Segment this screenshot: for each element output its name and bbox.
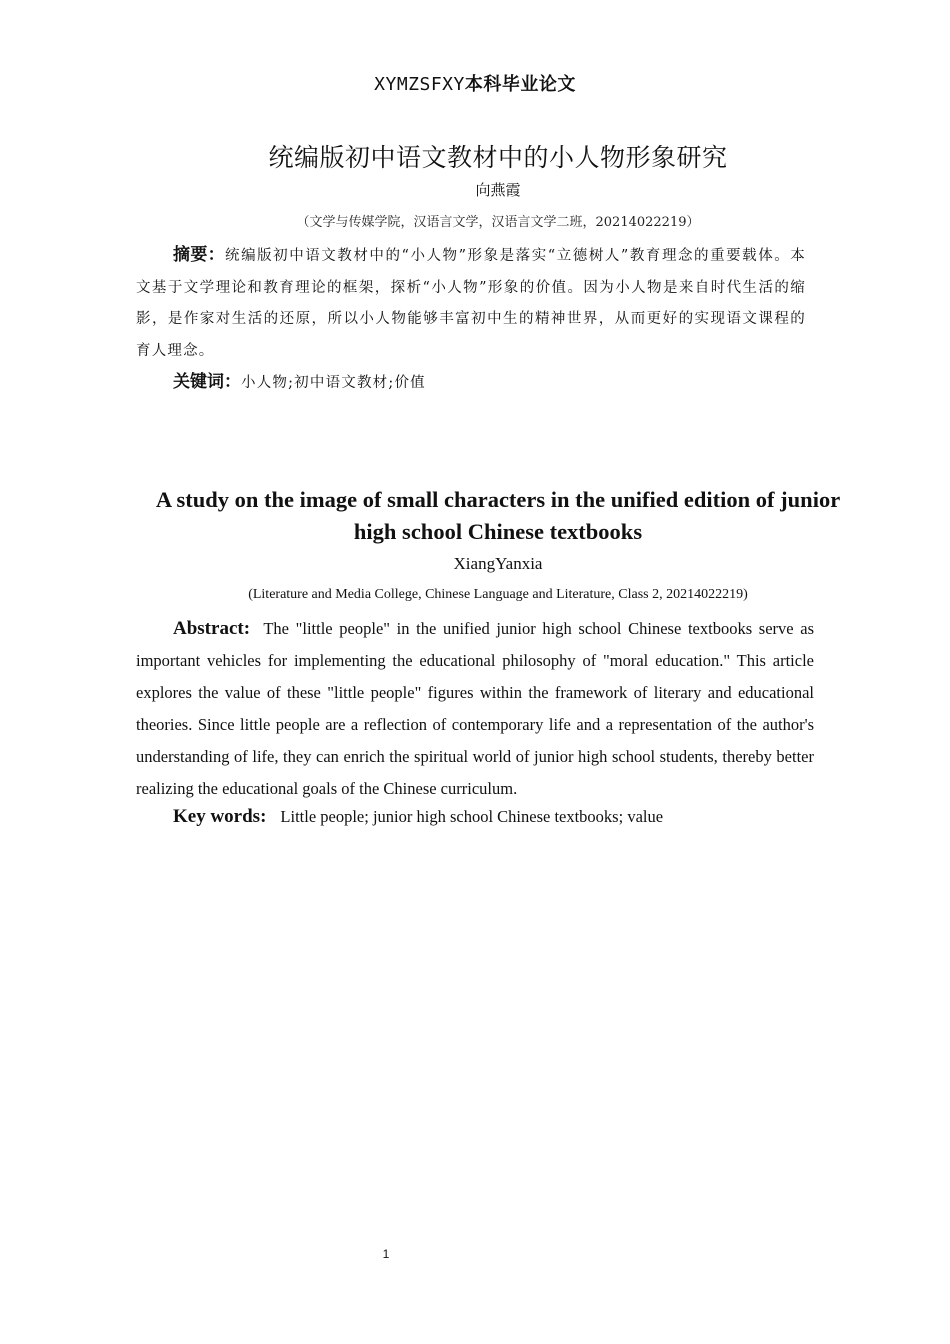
chinese-title: 统编版初中语文教材中的小人物形象研究 (268, 143, 728, 172)
english-abstract-colon: : (243, 618, 251, 639)
chinese-author: 向燕霞 (475, 181, 521, 199)
chinese-affiliation: （文学与传媒学院，汉语言文学，汉语言文学二班，20214022219） (296, 215, 700, 230)
english-abstract-label: Abstract (173, 618, 244, 639)
school-code: XYMZSFXY (374, 74, 465, 95)
thesis-type-label: 本科毕业论文 (464, 74, 576, 95)
english-affiliation: (Literature and Media College, Chinese Language and Literature, Class 2, 20214022219) (248, 587, 748, 602)
english-abstract (136, 613, 814, 805)
page-number: 1 (382, 1247, 390, 1261)
chinese-keywords-label: 关键词： (173, 372, 241, 392)
english-title: A study on the image of small characters in the unified edition of junior high school Chinese textbooks (155, 487, 841, 544)
english-keywords (173, 806, 663, 828)
english-keywords-label: Key words: (173, 806, 267, 827)
chinese-keywords-text: 小人物;初中语文教材;价值 (241, 375, 426, 391)
english-keywords-text: Little people; junior high school Chinese textbooks; value (280, 807, 664, 826)
running-header (0, 70, 950, 96)
english-abstract-text: The "little people" in the unified junior high school Chinese textbooks serve as important vehicles for implementing the educational philosophy of "moral education." This article explores the value of these "little people" figures within the framework of literary and educational theories. Since little people are a reflection of contemporary life and a representation of the author's understanding of life, they can enrich the spiritual world of junior high school students, thereby better realizing the educational goals of the Chinese curriculum. (136, 619, 814, 798)
chinese-abstract-label: 摘要： (173, 245, 226, 265)
chinese-abstract (136, 240, 806, 367)
chinese-abstract-text: 统编版初中语文教材中的“小人物”形象是落实“立德树人”教育理念的重要载体。本文基于文学理论和教育理论的框架，探析“小人物”形象的价值。因为小人物是来自时代生活的缩影，是作家对生活的还原，所以小人物能够丰富初中生的精神世界，从而更好的实现语文课程的育人理念。 (136, 248, 806, 359)
english-author: XiangYanxia (453, 554, 543, 573)
chinese-keywords (173, 367, 426, 392)
